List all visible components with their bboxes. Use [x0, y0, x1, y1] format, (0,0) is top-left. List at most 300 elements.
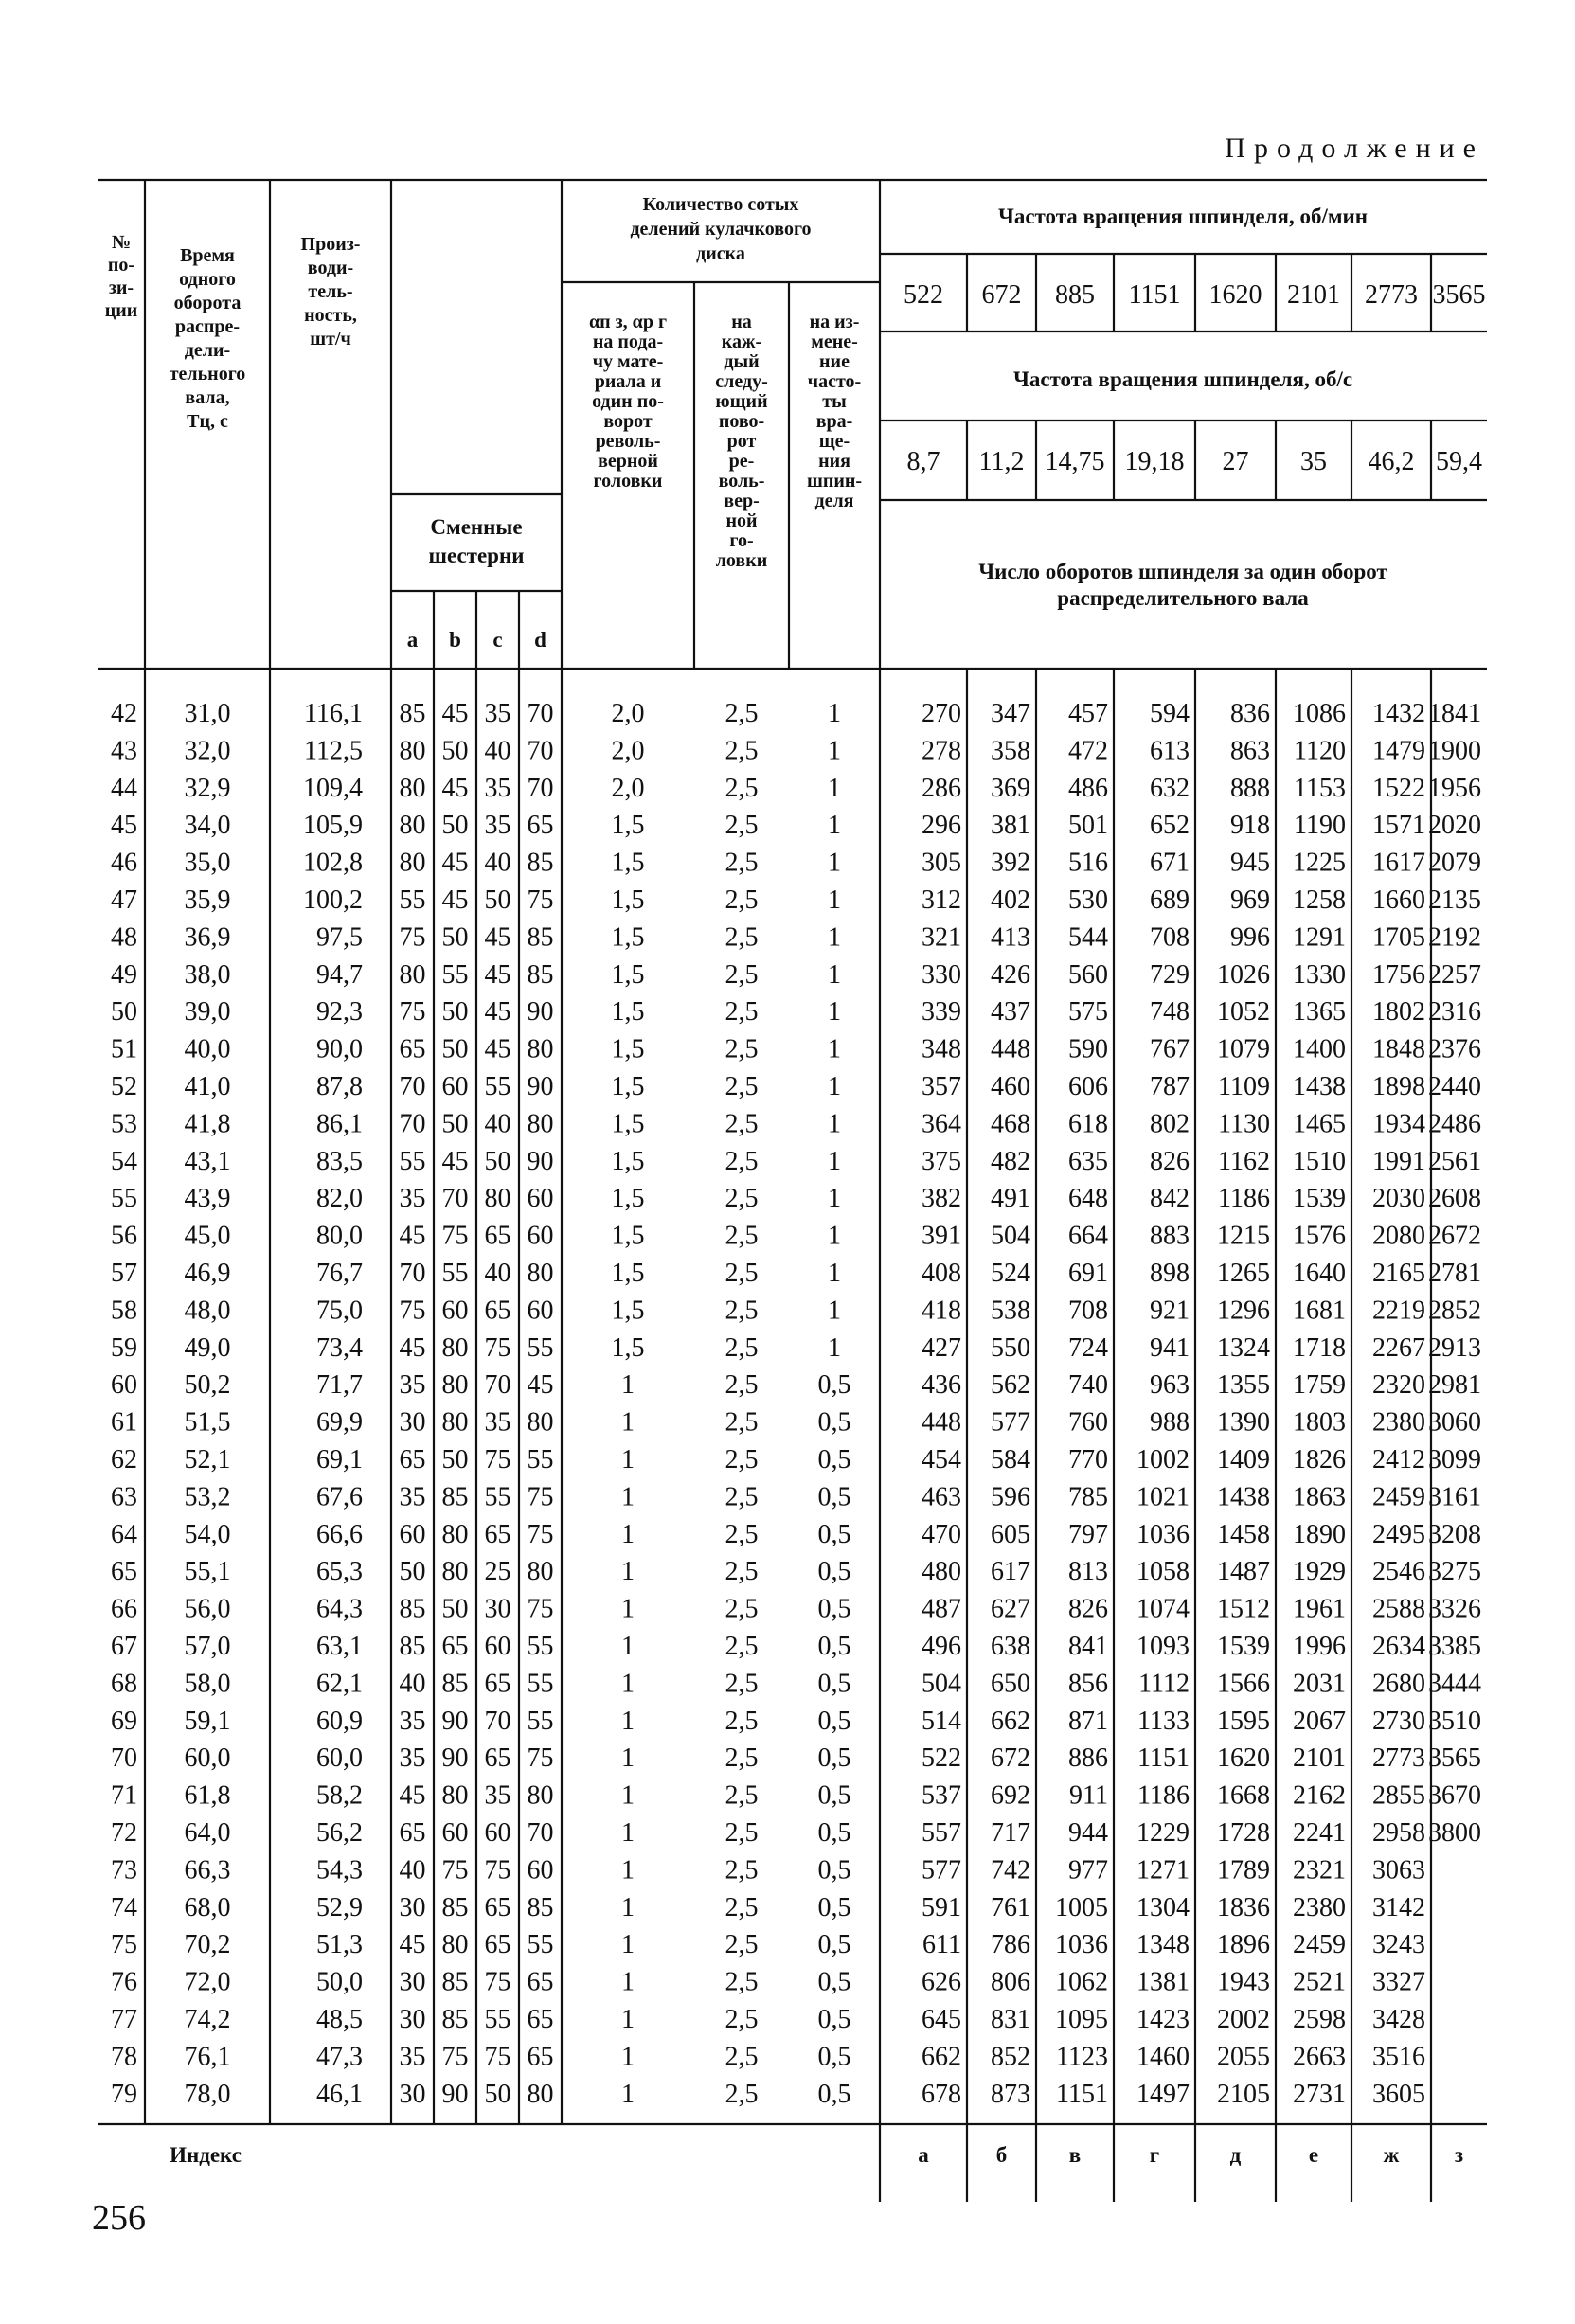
row-revolutions: 330 [922, 959, 961, 990]
row-gear-value: 50 [441, 1034, 469, 1064]
row-revolutions: 1996 [1293, 1632, 1346, 1661]
row-gear-value: 55 [399, 885, 426, 915]
row-cam-next: 2,5 [725, 1930, 759, 1960]
row-revolutions: 638 [991, 1632, 1030, 1661]
row-cam-speed: 1 [828, 959, 841, 990]
row-revolutions: 1438 [1217, 1482, 1270, 1512]
row-revolutions: 470 [922, 1519, 961, 1549]
row-cam-speed: 0,5 [817, 1892, 851, 1922]
row-revolutions: 1571 [1372, 811, 1425, 841]
row-revolutions: 3275 [1428, 1557, 1481, 1587]
header-freq-min-value: 3565 [1432, 280, 1486, 310]
row-revolutions: 1151 [1137, 1743, 1190, 1774]
header-cam-feed: на пода- [592, 331, 664, 352]
row-revolutions: 486 [1068, 773, 1108, 803]
row-gear-value: 80 [527, 2079, 554, 2109]
page-number: 256 [92, 2198, 146, 2238]
row-gear-value: 70 [399, 1259, 426, 1288]
row-productivity: 62,1 [316, 1669, 363, 1699]
row-revolutions: 1190 [1294, 811, 1346, 841]
row-revolutions: 1539 [1217, 1632, 1270, 1661]
row-revolutions: 3060 [1428, 1407, 1481, 1438]
row-revolutions: 482 [991, 1146, 1030, 1176]
row-gear-value: 65 [399, 1034, 426, 1064]
row-revolutions: 1479 [1372, 736, 1425, 766]
row-gear-value: 45 [399, 1780, 426, 1811]
header-gear-letter: a [406, 628, 419, 652]
header-gear-letter: b [449, 628, 461, 652]
row-cam-speed: 1 [828, 1259, 841, 1288]
row-gear-value: 45 [441, 1146, 469, 1176]
row-revolutions: 1074 [1137, 1594, 1190, 1624]
row-revolutions: 650 [991, 1669, 1030, 1699]
row-revolutions: 544 [1068, 922, 1108, 953]
row-gear-value: 90 [527, 1072, 554, 1101]
header-cam-next-turn: каж- [721, 331, 762, 352]
row-gear-value: 85 [527, 1892, 554, 1922]
row-revolutions: 1718 [1293, 1332, 1346, 1363]
row-productivity: 58,2 [316, 1780, 363, 1811]
row-cycle-time: 58,0 [184, 1669, 231, 1699]
row-cam-next: 2,5 [725, 922, 759, 953]
row-productivity: 69,1 [316, 1445, 363, 1475]
row-revolutions: 635 [1068, 1146, 1108, 1176]
row-revolutions: 1133 [1137, 1706, 1190, 1736]
footer-index-letter: д [1229, 2143, 1242, 2167]
row-revolutions: 560 [1068, 959, 1108, 990]
row-gear-value: 70 [527, 1818, 554, 1848]
row-gear-value: 70 [399, 1109, 426, 1139]
header-freq-sec-value: 35 [1300, 447, 1327, 476]
row-gear-value: 35 [399, 1706, 426, 1736]
row-position: 68 [111, 1669, 137, 1699]
row-cycle-time: 35,9 [184, 885, 231, 915]
header-freq-min-value: 522 [904, 280, 943, 310]
row-revolutions: 2105 [1217, 2079, 1270, 2109]
row-revolutions: 856 [1068, 1669, 1108, 1699]
row-revolutions: 729 [1150, 959, 1190, 990]
row-productivity: 63,1 [316, 1632, 363, 1661]
header-cam-divisions: диска [696, 243, 745, 264]
row-revolutions: 883 [1150, 1221, 1190, 1251]
row-productivity: 50,0 [316, 1967, 363, 1997]
row-cycle-time: 39,0 [184, 997, 231, 1028]
row-revolutions: 963 [1150, 1370, 1190, 1401]
row-revolutions: 708 [1068, 1296, 1108, 1326]
row-revolutions: 1026 [1217, 959, 1270, 990]
row-productivity: 116,1 [304, 699, 363, 728]
header-productivity: тель- [308, 281, 353, 302]
row-cam-next: 2,5 [725, 1146, 759, 1176]
row-cam-speed: 0,5 [817, 2005, 851, 2034]
row-revolutions: 1803 [1293, 1407, 1346, 1438]
row-cam-feed: 1,5 [611, 1034, 645, 1064]
row-productivity: 48,5 [316, 2005, 363, 2034]
row-gear-value: 80 [399, 736, 426, 766]
header-freq-sec-value: 19,18 [1124, 447, 1185, 476]
header-freq-sec-value: 46,2 [1368, 447, 1415, 476]
row-revolutions: 613 [1150, 736, 1190, 766]
row-revolutions: 1576 [1293, 1221, 1346, 1251]
row-revolutions: 627 [991, 1594, 1030, 1624]
row-cam-next: 2,5 [725, 1184, 759, 1214]
row-cam-next: 2,5 [725, 1109, 759, 1139]
row-revolutions: 888 [1230, 773, 1270, 803]
row-revolutions: 826 [1150, 1146, 1190, 1176]
row-gear-value: 55 [484, 1072, 511, 1101]
row-gear-value: 30 [399, 1892, 426, 1922]
header-freq-sec-value: 8,7 [906, 447, 940, 476]
header-cam-feed: верной [598, 451, 658, 472]
row-cam-feed: 1,5 [611, 848, 645, 878]
row-revolutions: 2321 [1293, 1855, 1346, 1886]
row-gear-value: 75 [441, 1855, 469, 1886]
row-cam-feed: 1 [621, 2042, 635, 2072]
row-revolutions: 3516 [1372, 2042, 1425, 2072]
row-revolutions: 1512 [1217, 1594, 1270, 1624]
row-gear-value: 80 [441, 1332, 469, 1363]
row-cam-speed: 1 [828, 1332, 841, 1363]
row-revolutions: 1304 [1137, 1892, 1190, 1922]
row-cam-feed: 1 [621, 1445, 635, 1475]
row-gear-value: 40 [399, 1855, 426, 1886]
row-revolutions: 2067 [1293, 1706, 1346, 1736]
row-revolutions: 3327 [1372, 1967, 1425, 1997]
row-revolutions: 2412 [1372, 1445, 1425, 1475]
row-cam-feed: 1,5 [611, 922, 645, 953]
header-gear-letter: c [492, 628, 503, 652]
row-gear-value: 35 [399, 1743, 426, 1774]
row-cam-speed: 0,5 [817, 1855, 851, 1886]
row-productivity: 64,3 [316, 1594, 363, 1624]
header-cam-speed-change: шпин- [806, 471, 863, 492]
row-cam-speed: 1 [828, 1034, 841, 1064]
row-revolutions: 1943 [1217, 1967, 1270, 1997]
row-revolutions: 413 [991, 922, 1030, 953]
row-cycle-time: 32,0 [184, 736, 231, 766]
row-revolutions: 491 [991, 1184, 1030, 1214]
row-gear-value: 65 [484, 1221, 511, 1251]
header-position: по- [107, 255, 135, 276]
row-revolutions: 463 [922, 1482, 961, 1512]
header-productivity: води- [307, 258, 354, 278]
row-productivity: 56,2 [316, 1818, 363, 1848]
row-revolutions: 662 [991, 1706, 1030, 1736]
row-gear-value: 45 [399, 1332, 426, 1363]
row-position: 47 [111, 885, 137, 915]
header-cam-speed-change: деля [814, 491, 854, 511]
row-revolutions: 591 [922, 1892, 961, 1922]
row-cam-speed: 0,5 [817, 1818, 851, 1848]
row-cam-next: 2,5 [725, 811, 759, 841]
row-revolutions: 437 [991, 997, 1030, 1028]
row-cycle-time: 49,0 [184, 1332, 231, 1363]
header-position: № [111, 232, 132, 253]
row-gear-value: 65 [484, 1669, 511, 1699]
row-position: 46 [111, 848, 137, 878]
row-revolutions: 2079 [1428, 848, 1481, 878]
row-revolutions: 1961 [1293, 1594, 1346, 1624]
row-cam-next: 2,5 [725, 1072, 759, 1101]
row-revolutions: 369 [991, 773, 1030, 803]
header-cam-feed: чу мате- [592, 351, 664, 372]
row-revolutions: 516 [1068, 848, 1108, 878]
row-gear-value: 40 [484, 848, 511, 878]
row-cycle-time: 78,0 [184, 2079, 231, 2109]
row-gear-value: 35 [399, 1184, 426, 1214]
header-gear-letter: d [534, 628, 546, 652]
row-cam-feed: 1 [621, 1780, 635, 1811]
row-revolutions: 852 [991, 2042, 1030, 2072]
row-revolutions: 605 [991, 1519, 1030, 1549]
row-productivity: 65,3 [316, 1557, 363, 1587]
row-revolutions: 689 [1150, 885, 1190, 915]
row-gear-value: 80 [484, 1184, 511, 1214]
row-revolutions: 382 [922, 1184, 961, 1214]
row-productivity: 100,2 [303, 885, 363, 915]
row-productivity: 82,0 [316, 1184, 363, 1214]
row-gear-value: 75 [527, 1743, 554, 1774]
row-cam-feed: 1 [621, 1632, 635, 1661]
row-position: 73 [111, 1855, 137, 1886]
row-gear-value: 75 [484, 1445, 511, 1475]
row-cycle-time: 68,0 [184, 1892, 231, 1922]
row-revolutions: 2913 [1428, 1332, 1481, 1363]
row-revolutions: 1271 [1137, 1855, 1190, 1886]
row-gear-value: 85 [527, 959, 554, 990]
row-revolutions: 1759 [1293, 1370, 1346, 1401]
row-revolutions: 606 [1068, 1072, 1108, 1101]
row-gear-value: 70 [484, 1706, 511, 1736]
row-gear-value: 60 [441, 1818, 469, 1848]
row-revolutions: 504 [922, 1669, 961, 1699]
header-cam-next-turn: ной [725, 510, 758, 531]
footer-index-letter: з [1454, 2143, 1464, 2167]
row-cycle-time: 35,0 [184, 848, 231, 878]
row-revolutions: 1186 [1218, 1184, 1270, 1214]
row-gear-value: 65 [484, 1930, 511, 1960]
row-gear-value: 35 [484, 811, 511, 841]
footer-index-letter: в [1068, 2143, 1082, 2167]
row-revolutions: 2030 [1372, 1184, 1425, 1214]
row-cycle-time: 56,0 [184, 1594, 231, 1624]
continuation-label: Продолжение [1225, 133, 1484, 164]
row-revolutions: 871 [1068, 1706, 1108, 1736]
row-revolutions: 1900 [1428, 736, 1481, 766]
row-gear-value: 50 [441, 736, 469, 766]
row-revolutions: 3605 [1372, 2079, 1425, 2109]
row-gear-value: 80 [399, 848, 426, 878]
row-revolutions: 1460 [1137, 2042, 1190, 2072]
row-gear-value: 85 [441, 1669, 469, 1699]
row-cam-speed: 0,5 [817, 2042, 851, 2072]
row-cam-feed: 1,5 [611, 1109, 645, 1139]
row-revolutions: 1863 [1293, 1482, 1346, 1512]
row-revolutions: 2680 [1372, 1669, 1425, 1699]
header-cycle-time: Tц, с [187, 411, 228, 432]
row-revolutions: 1929 [1293, 1557, 1346, 1587]
row-position: 43 [111, 736, 137, 766]
header-position: зи- [108, 277, 134, 298]
row-cycle-time: 38,0 [184, 959, 231, 990]
row-gear-value: 75 [399, 922, 426, 953]
row-cycle-time: 48,0 [184, 1296, 231, 1326]
row-revolutions: 1432 [1372, 699, 1425, 728]
row-gear-value: 75 [484, 1967, 511, 1997]
row-gear-value: 85 [441, 1482, 469, 1512]
row-revolutions: 1002 [1137, 1445, 1190, 1475]
row-cam-feed: 1,5 [611, 1296, 645, 1326]
row-revolutions: 3326 [1428, 1594, 1481, 1624]
row-gear-value: 70 [527, 773, 554, 803]
row-gear-value: 85 [399, 1594, 426, 1624]
row-gear-value: 75 [484, 1855, 511, 1886]
row-cam-speed: 1 [828, 1146, 841, 1176]
row-revolutions: 886 [1068, 1743, 1108, 1774]
row-gear-value: 65 [527, 2005, 554, 2034]
row-cam-speed: 0,5 [817, 1967, 851, 1997]
row-revolutions: 2080 [1372, 1221, 1425, 1251]
row-position: 66 [111, 1594, 137, 1624]
row-revolutions: 1896 [1217, 1930, 1270, 1960]
header-cam-divisions: Количество сотых [642, 194, 799, 215]
row-cam-next: 2,5 [725, 1967, 759, 1997]
row-revolutions: 402 [991, 885, 1030, 915]
row-revolutions: 1151 [1056, 2079, 1108, 2109]
row-gear-value: 40 [484, 1109, 511, 1139]
row-revolutions: 1093 [1137, 1632, 1190, 1661]
row-revolutions: 863 [1230, 736, 1270, 766]
row-revolutions: 426 [991, 959, 1030, 990]
row-revolutions: 1465 [1293, 1109, 1346, 1139]
header-cam-speed-change: на из- [809, 312, 860, 332]
row-gear-value: 45 [484, 1034, 511, 1064]
row-gear-value: 85 [441, 1892, 469, 1922]
row-productivity: 60,9 [316, 1706, 363, 1736]
row-cam-speed: 0,5 [817, 1445, 851, 1475]
row-revolutions: 522 [922, 1743, 961, 1774]
row-revolutions: 785 [1068, 1482, 1108, 1512]
row-position: 69 [111, 1706, 137, 1736]
row-gear-value: 35 [484, 699, 511, 728]
row-revolutions: 717 [991, 1818, 1030, 1848]
row-cam-feed: 1,5 [611, 885, 645, 915]
header-cam-feed: револь- [595, 431, 661, 452]
row-gear-value: 25 [484, 1557, 511, 1587]
row-productivity: 67,6 [316, 1482, 363, 1512]
row-gear-value: 65 [399, 1818, 426, 1848]
row-revolutions: 918 [1230, 811, 1270, 841]
row-revolutions: 1668 [1217, 1780, 1270, 1811]
row-revolutions: 2031 [1293, 1669, 1346, 1699]
row-revolutions: 2219 [1372, 1296, 1425, 1326]
row-revolutions: 3385 [1428, 1632, 1481, 1661]
row-revolutions: 2376 [1428, 1034, 1481, 1064]
row-gear-value: 50 [441, 997, 469, 1028]
header-cam-feed: αп з, αр г [588, 312, 668, 332]
row-revolutions: 296 [922, 811, 961, 841]
row-revolutions: 1934 [1372, 1109, 1425, 1139]
header-cycle-time: дели- [184, 340, 231, 361]
row-cycle-time: 60,0 [184, 1743, 231, 1774]
header-cam-next-turn: на [731, 312, 752, 332]
row-revolutions: 305 [922, 848, 961, 878]
row-gear-value: 35 [399, 1482, 426, 1512]
row-revolutions: 575 [1068, 997, 1108, 1028]
row-revolutions: 312 [922, 885, 961, 915]
row-revolutions: 1400 [1293, 1034, 1346, 1064]
row-cam-next: 2,5 [725, 885, 759, 915]
row-cam-next: 2,5 [725, 773, 759, 803]
row-revolutions: 873 [991, 2079, 1030, 2109]
row-revolutions: 357 [922, 1072, 961, 1101]
row-revolutions: 468 [991, 1109, 1030, 1139]
row-revolutions: 3063 [1372, 1855, 1425, 1886]
row-gear-value: 70 [399, 1072, 426, 1101]
row-cam-next: 2,5 [725, 997, 759, 1028]
row-cam-feed: 1,5 [611, 1259, 645, 1288]
row-cam-speed: 0,5 [817, 1370, 851, 1401]
row-gear-value: 75 [527, 1594, 554, 1624]
row-cam-speed: 0,5 [817, 1482, 851, 1512]
row-revolutions: 2459 [1293, 1930, 1346, 1960]
row-revolutions: 1681 [1293, 1296, 1346, 1326]
row-revolutions: 460 [991, 1072, 1030, 1101]
row-cam-feed: 1 [621, 1669, 635, 1699]
row-revolutions: 652 [1150, 811, 1190, 841]
header-freq-sec-value: 59,4 [1436, 447, 1482, 476]
row-cam-speed: 1 [828, 736, 841, 766]
row-cycle-time: 74,2 [184, 2005, 231, 2034]
row-gear-value: 50 [441, 811, 469, 841]
row-position: 50 [111, 997, 137, 1028]
row-cam-next: 2,5 [725, 1669, 759, 1699]
row-gear-value: 70 [484, 1370, 511, 1401]
row-cycle-time: 64,0 [184, 1818, 231, 1848]
row-cam-speed: 1 [828, 1296, 841, 1326]
row-revolutions: 1355 [1217, 1370, 1270, 1401]
row-cam-feed: 1,5 [611, 1332, 645, 1363]
row-gear-value: 50 [484, 1146, 511, 1176]
row-revolutions: 1705 [1372, 922, 1425, 953]
row-position: 60 [111, 1370, 137, 1401]
header-freq-min-title: Частота вращения шпинделя, об/мин [997, 205, 1369, 228]
row-revolutions: 1381 [1137, 1967, 1190, 1997]
row-productivity: 92,3 [316, 997, 363, 1028]
row-revolutions: 841 [1068, 1632, 1108, 1661]
row-revolutions: 1756 [1372, 959, 1425, 990]
row-gear-value: 80 [441, 1780, 469, 1811]
row-gear-value: 55 [527, 1332, 554, 1363]
row-cam-next: 2,5 [725, 2042, 759, 2072]
row-position: 57 [111, 1259, 137, 1288]
row-revolutions: 2546 [1372, 1557, 1425, 1587]
row-gear-value: 80 [527, 1557, 554, 1587]
row-gear-value: 40 [484, 736, 511, 766]
row-gear-value: 75 [441, 2042, 469, 2072]
row-revolutions: 347 [991, 699, 1030, 728]
row-revolutions: 480 [922, 1557, 961, 1587]
row-cam-feed: 1 [621, 1743, 635, 1774]
row-cam-speed: 0,5 [817, 1632, 851, 1661]
row-revolutions: 1789 [1217, 1855, 1270, 1886]
row-productivity: 94,7 [316, 959, 363, 990]
row-revolutions: 945 [1230, 848, 1270, 878]
header-cycle-time: Время [180, 245, 235, 266]
row-gear-value: 45 [484, 997, 511, 1028]
row-revolutions: 1956 [1428, 773, 1481, 803]
row-cycle-time: 54,0 [184, 1519, 231, 1549]
